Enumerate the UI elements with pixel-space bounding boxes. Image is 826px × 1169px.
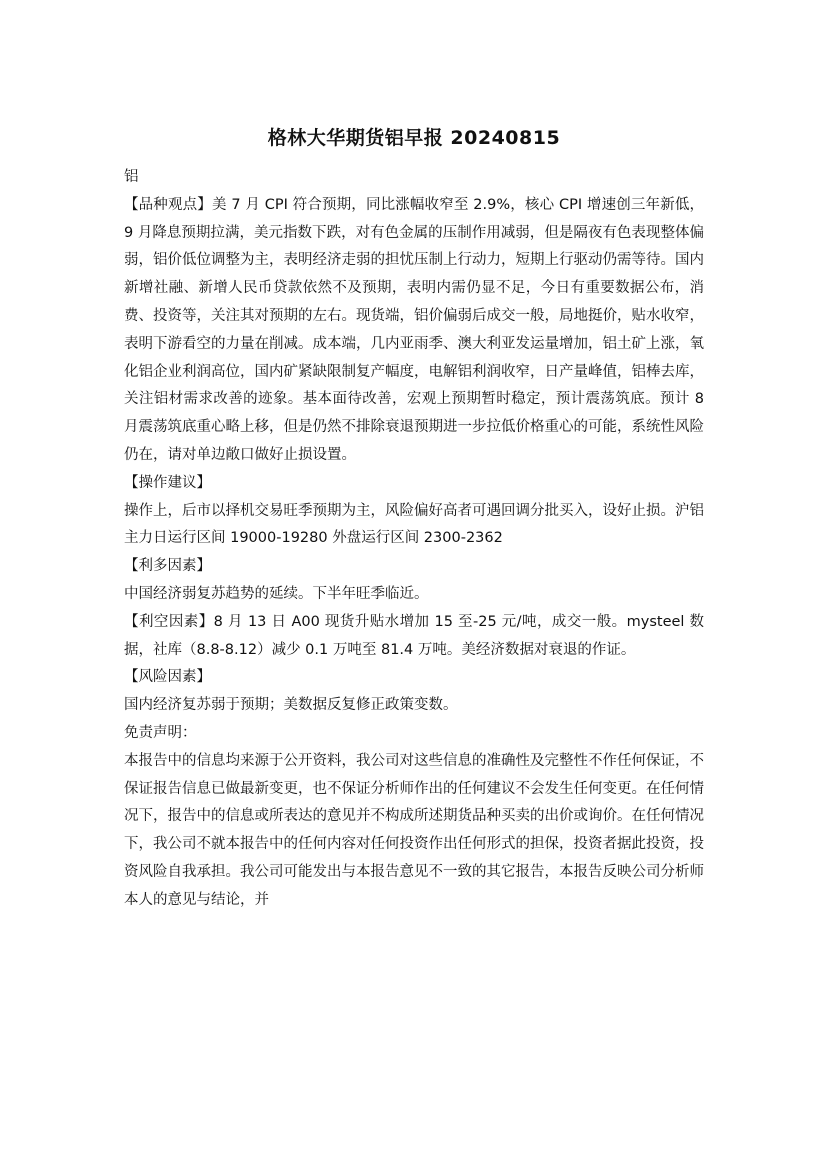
view-text: 美 7 月 CPI 符合预期，同比涨幅收窄至 2.9%，核心 CPI 增速创三年新低，9 月降息预期拉满，美元指数下跌，对有色金属的压制作用减弱，但是隔夜有色表现整体偏弱，铝价低位调整为主，表明经济走弱的担忧压制上行动力，短期上行驱动仍需等待。国内新增社融、新增人民币贷款依然不及预期，表明内需仍显不足，今日有重要数据公布，消费、投资等，关注其对预期的左右。现货端，铝价偏弱后成交一般，局地挺价，贴水收窄，表明下游看空的力量在削减。成本端，几内亚雨季、澳大利亚发运量增加，铝土矿上涨，氧化铝企业利润高位，国内矿紧缺限制复产幅度，电解铝利润收窄，日产量峰值，铝棒去库，关注铝材需求改善的迹象。基本面待改善，宏观上预期暂时稳定，预计震荡筑底。预计 8 月震荡筑底重心略上移，但是仍然不排除衰退预期进一步拉低价格重心的可能，系统性风险仍在，请对单边敞口做好止损设置。 [124,196,704,463]
risk-heading: 【风险因素】 [124,669,211,686]
bearish-label: 【利空因素】 [124,613,214,630]
commodity-label: 铝 [124,169,139,185]
risk-text: 国内经济复苏弱于预期；美数据反复修正政策变数。 [124,697,458,714]
operation-heading: 【操作建议】 [124,474,211,491]
bearish-paragraph [124,609,704,665]
disclaimer-text: 本报告中的信息均来源于公开资料，我公司对这些信息的准确性及完整性不作任何保证，不保证报告信息已做最新变更，也不保证分析师作出的任何建议不会发生任何变更。在任何情况下，报告中的信息或所表达的意见并不构成所述期货品种买卖的出价或询价。在任何情况下，我公司不就本报告中的任何内容对任何投资作出任何形式的担保，投资者据此投资，投资风险自我承担。我公司可能发出与本报告意见不一致的其它报告，本报告反映公司分析师本人的意见与结论，并 [124,752,704,908]
document-page [124,122,704,915]
report-title: 格林大华期货铝早报 20240815 [267,127,561,149]
bearish-text: 8 月 13 日 A00 现货升贴水增加 15 至-25 元/吨，成交一般。mysteel 数据，社库（8.8-8.12）减少 0.1 万吨至 81.4 万吨。美经济数据对衰退的作证。 [124,613,704,658]
view-paragraph [124,192,704,470]
view-label: 【品种观点】 [124,196,212,213]
operation-text: 操作上，后市以择机交易旺季预期为主，风险偏好高者可遇回调分批买入，设好止损。沪铝主力日运行区间 19000-19280 外盘运行区间 2300-2362 [124,502,704,547]
bullish-heading: 【利多因素】 [124,558,211,575]
bullish-text: 中国经济弱复苏趋势的延续。下半年旺季临近。 [124,585,429,602]
disclaimer-heading: 免责声明： [124,724,197,741]
